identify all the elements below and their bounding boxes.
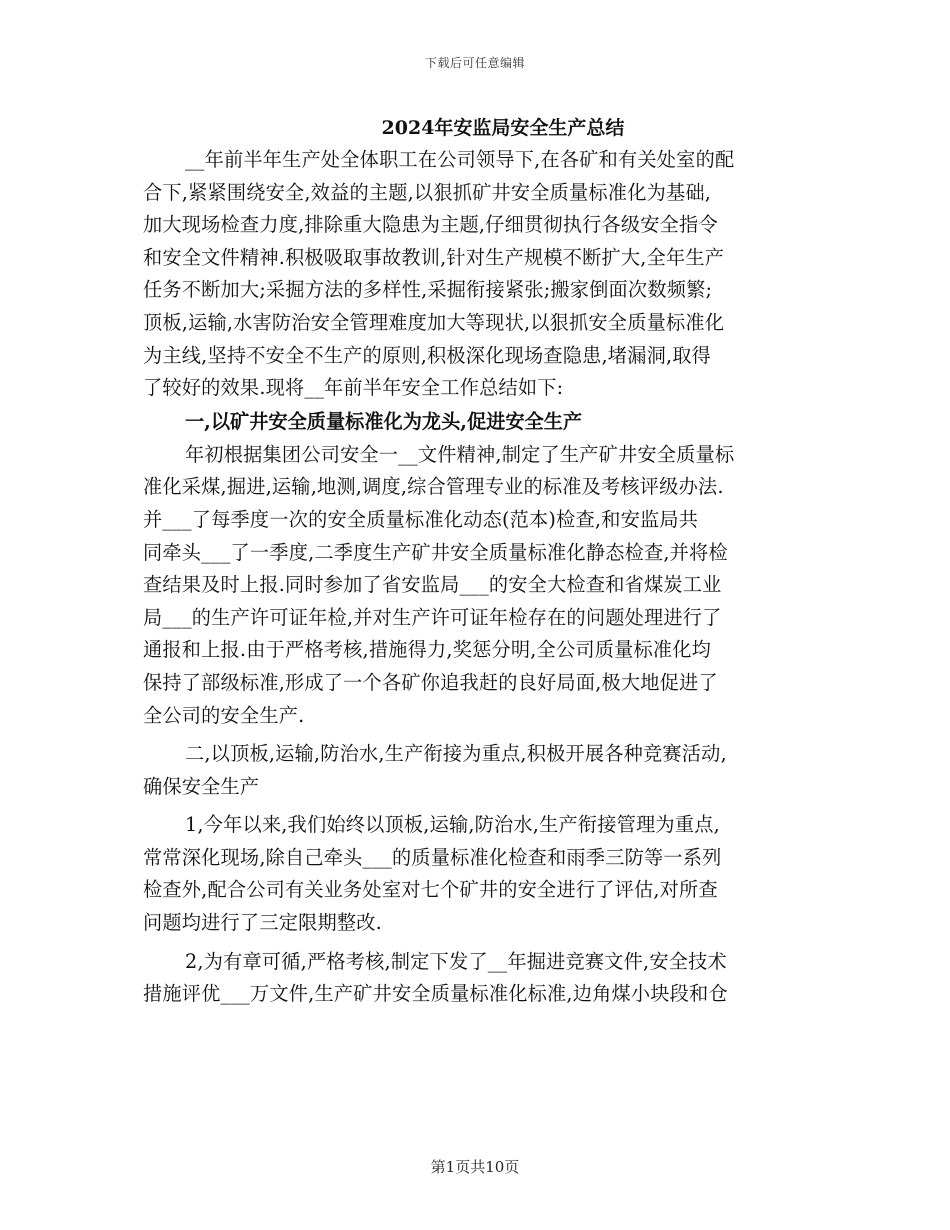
paragraph-line: 措施评优___万文件,生产矿井安全质量标准化标准,边角煤小块段和仓 [143,982,728,1006]
paragraph-line: 局___的生产许可证年检,并对生产许可证年检存在的问题处理进行了 [143,605,722,629]
paragraph-line: 保持了部级标准,形成了一个各矿你追我赶的良好局面,极大地促进了 [143,670,718,694]
paragraph-line: 合下,紧紧围绕安全,效益的主题,以狠抓矿井安全质量标准化为基础, [143,180,712,204]
paragraph-line: 2,为有章可循,严格考核,制定下发了__年掘进竞赛文件,安全技术 [185,949,727,973]
header-note: 下载后可任意编辑 [424,56,525,70]
paragraph-line: __年前半年生产处全体职工在公司领导下,在各矿和有关处室的配 [185,148,735,171]
paragraph-line: 查结果及时上报.同时参加了省安监局___的安全大检查和省煤炭工业 [143,573,722,597]
paragraph-line: 任务不断加大;采掘方法的多样性,采掘衔接紧张;搬家倒面次数频繁; [143,278,713,302]
paragraph-line: 顶板,运输,水害防治安全管理难度加大等现状,以狠抓安全质量标准化 [143,310,725,334]
section-heading: 一,以矿井安全质量标准化为龙头,促进安全生产 [185,409,583,433]
page-number: 第1页共10页 [430,1158,520,1176]
paragraph-line: 常常深化现场,除自己牵头___的质量标准化检查和雨季三防等一系列 [143,845,722,869]
document-title: 2024年安监局安全生产总结 [381,117,625,139]
paragraph-line: 和安全文件精神.积极吸取事故教训,针对生产规模不断扩大,全年生产 [143,245,725,269]
paragraph-line: 同牵头___了一季度,二季度生产矿井安全质量标准化静态检查,并将检 [143,540,728,564]
paragraph-line: 了较好的效果.现将__年前半年安全工作总结如下: [143,376,564,400]
section-heading-line: 确保安全生产 [143,774,260,798]
document-body [143,116,815,1011]
paragraph-line: 为主线,坚持不安全不生产的原则,积极深化现场查隐患,堵漏洞,取得 [143,343,712,367]
section-heading-line: 二,以顶板,运输,防治水,生产衔接为重点,积极开展各种竞赛活动, [185,742,727,766]
paragraph-line: 年初根据集团公司安全一__文件精神,制定了生产矿井安全质量标 [185,442,735,466]
paragraph-line: 检查外,配合公司有关业务处室对七个矿井的安全进行了评估,对所查 [143,878,718,902]
paragraph-line: 并___了每季度一次的安全质量标准化动态(范本)检查,和安监局共 [143,507,699,531]
paragraph-line: 准化采煤,掘进,运输,地测,调度,综合管理专业的标准及考核评级办法. [143,475,724,499]
paragraph-line: 通报和上报.由于严格考核,措施得力,奖惩分明,全公司质量标准化均 [143,638,712,662]
paragraph-line: 加大现场检查力度,排除重大隐患为主题,仔细贯彻执行各级安全指令 [143,213,718,237]
paragraph-line: 1,今年以来,我们始终以顶板,运输,防治水,生产衔接管理为重点, [185,813,720,837]
paragraph-line: 问题均进行了三定限期整改. [143,911,382,935]
paragraph-line: 全公司的安全生产. [143,703,305,727]
